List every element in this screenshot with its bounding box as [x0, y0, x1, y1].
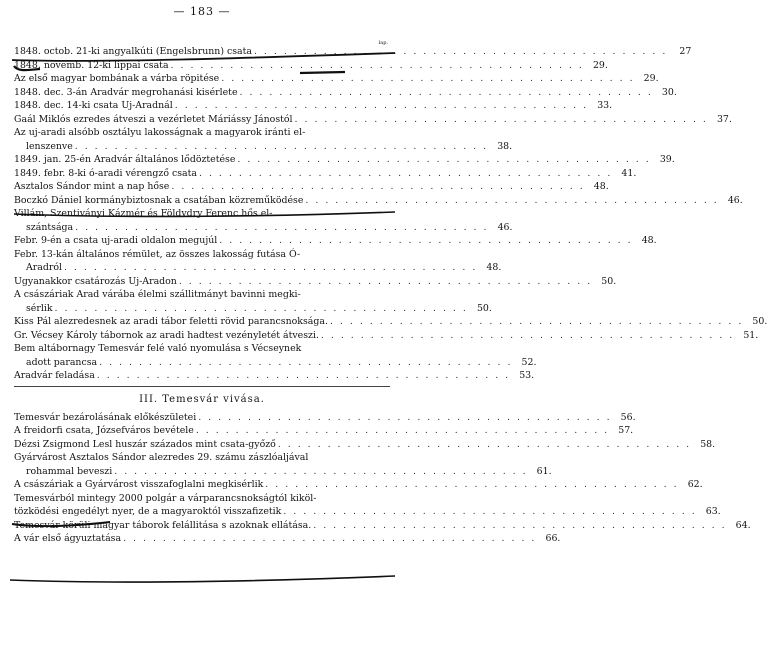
toc-entry-page: 38. [497, 140, 513, 152]
toc-entry [14, 438, 716, 452]
toc-entry-page: 50. [601, 275, 617, 287]
toc-entry-page: 48. [641, 235, 657, 246]
toc-entry [14, 113, 732, 127]
toc-entry-page: 39. [659, 154, 675, 165]
toc-entry-title: Kiss Pál alezredesnek az aradi tábor feletti rövid parancsnoksága. [14, 316, 328, 327]
toc-entry-title: szántsága [26, 221, 74, 233]
toc-entry-page: 53. [519, 370, 535, 381]
toc-entry-title: 1849. febr. 8-ki ó-aradi véreng​ző csata [14, 167, 197, 179]
toc-entry [14, 99, 613, 113]
toc-list-part-ii [14, 45, 767, 383]
toc-entry-page: 50. [752, 316, 767, 327]
dot-leader [114, 465, 527, 479]
toc-entry-page: 41. [621, 167, 637, 179]
toc-entry-page: 66. [545, 533, 561, 544]
toc-entry [14, 59, 608, 73]
section-divider [14, 386, 390, 387]
toc-entry-page: 52. [521, 356, 537, 368]
toc-entry-title: Aradról [26, 262, 62, 273]
toc-entry-title: Villám, Szentiványi Kázmér és Földvdry Ferenc hős el- [14, 208, 273, 219]
toc-entry-title: A freidorfi csata, Józsefváros bevétele [14, 425, 194, 436]
toc-entry-title: Febr. 13-kán általános rémület, az összes lakosság futása Ó- [14, 248, 301, 260]
toc-entry [14, 288, 390, 302]
toc-entry [14, 275, 617, 289]
toc-entry-title: Temesvár bezárolásának előkészületei [14, 411, 197, 423]
toc-entry [14, 207, 390, 221]
toc-entry [14, 140, 513, 154]
dot-leader [295, 113, 708, 127]
toc-entry [14, 72, 659, 86]
table-of-contents [14, 45, 767, 546]
toc-entry [14, 167, 637, 181]
dot-leader [179, 275, 592, 289]
toc-entry-page: 62. [687, 479, 703, 490]
dot-leader [237, 153, 650, 167]
dot-leader [175, 99, 588, 113]
toc-entry [14, 180, 609, 194]
toc-entry [14, 465, 552, 479]
toc-entry-title: Dézsi Zsigmond Lesl huszár százados mint csata-győző [14, 438, 276, 450]
toc-entry-page: 48. [486, 262, 502, 273]
toc-entry-title: sérlik [26, 302, 53, 314]
toc-entry [14, 342, 390, 356]
dot-leader [278, 438, 691, 452]
dot-leader [55, 302, 468, 316]
toc-entry [14, 315, 767, 329]
dot-leader [265, 478, 678, 492]
toc-entry [14, 356, 537, 370]
toc-entry-title: 1848. novemb. 12-ki lippai csata [14, 59, 169, 71]
dot-leader [171, 180, 584, 194]
dot-leader [305, 194, 718, 208]
dot-leader [330, 315, 743, 329]
toc-entry-page: 61. [536, 465, 552, 477]
toc-entry-title: Az uj-aradi alsóbb osztályu lakosságnak a magyarok iránti el- [14, 127, 306, 138]
toc-entry-page: 48. [593, 181, 609, 192]
page-header-number: — 183 — [173, 5, 231, 18]
dot-leader [123, 532, 536, 546]
toc-entry-title: Temesvár körüli magyar táborok felállitása s azoknak ellátása. [14, 519, 312, 531]
toc-list-part-iii [14, 411, 751, 546]
toc-entry-page: 56. [620, 411, 636, 423]
toc-entry [14, 451, 390, 465]
toc-entry-title: Az első magyar bombának a várba röpitése [14, 73, 220, 84]
toc-entry-title: A vár első ágyuztatása [14, 533, 122, 544]
toc-entry-title: Bem altábornagy Temesvár felé való nyomulása s Vécseynek [14, 343, 302, 354]
dot-leader [221, 72, 634, 86]
toc-entry-page: 37. [716, 113, 732, 125]
toc-entry-page: 46. [727, 194, 743, 206]
toc-entry [14, 369, 535, 383]
toc-entry-title: Gaál Miklós ezredes átveszi a vezérletet Máriássy Jánostól [14, 113, 293, 125]
dot-leader [198, 411, 611, 425]
toc-entry-title: Temesvárból mintegy 2000 polgár a várparancsnokságtól kiköl- [14, 492, 317, 504]
toc-entry [14, 126, 390, 140]
toc-entry [14, 86, 677, 100]
dot-leader [99, 356, 512, 370]
dot-leader [196, 424, 609, 438]
dot-leader [75, 221, 488, 235]
toc-entry [14, 492, 390, 506]
toc-entry-title: Gr. Vécsey Károly tábornok az aradi hadtest vezényletét átveszi. [14, 329, 319, 341]
toc-entry-title: 1848. dec. 14-ki csata Uj-Aradnál [14, 100, 173, 111]
toc-entry-page: 50. [476, 302, 492, 314]
toc-entry-title: A császáriak a Gyárvárost visszafoglalni megkisérlik [14, 479, 264, 490]
toc-entry-title: 1848. octob. 21-ki angyalkúti (Engelsbrunn) csata [14, 46, 252, 57]
toc-entry [14, 194, 743, 208]
toc-entry [14, 45, 692, 59]
dot-leader [313, 519, 726, 533]
toc-entry [14, 505, 721, 519]
toc-entry-page: 57. [618, 425, 634, 436]
pen-underline-6 [10, 576, 395, 582]
toc-entry-title: Aradvár feladása [14, 370, 95, 381]
toc-entry-title: adott parancsa [26, 356, 98, 368]
dot-leader [321, 329, 734, 343]
toc-entry-title: 1849. jan. 25-én Aradvár általános lődöztetése [14, 154, 236, 165]
toc-entry-page: 64. [735, 519, 751, 531]
toc-entry [14, 532, 561, 546]
dot-leader [219, 234, 632, 248]
toc-entry-page: 30. [661, 86, 677, 98]
toc-entry-title: Gyárvárost Asztalos Sándor alezredes 29. számu zászlóaljával [14, 452, 309, 463]
toc-entry-title: 1848. dec. 3-án Aradvár megrohanási kisérlete [14, 86, 238, 98]
dot-leader [254, 45, 667, 59]
toc-entry [14, 153, 675, 167]
toc-entry-page: 29. [643, 73, 659, 84]
toc-entry [14, 221, 513, 235]
dot-leader [283, 505, 696, 519]
page-column-label: lap. [378, 40, 388, 46]
toc-entry-title: Asztalos Sándor mint a nap hőse [14, 181, 170, 192]
toc-entry [14, 261, 502, 275]
dot-leader [199, 167, 612, 181]
toc-entry-title: Febr. 9-én a csata uj-aradi oldalon megujúl [14, 235, 218, 246]
toc-entry-title: Ugyanakkor csatározás Uj-Aradon [14, 275, 177, 287]
dot-leader [64, 261, 477, 275]
toc-entry-page: 27 [679, 46, 692, 57]
toc-entry-page: 29. [592, 59, 608, 71]
toc-entry-page: 51. [743, 329, 759, 341]
toc-entry-page: 63. [705, 506, 721, 517]
toc-entry-title: rohammal beveszi [26, 465, 113, 477]
toc-entry-title: lenszenve [26, 140, 73, 152]
dot-leader [97, 369, 510, 383]
dot-leader [75, 140, 488, 154]
toc-entry-title: tözködési engedélyt nyer, de a magyaroktól visszafizetik [14, 506, 282, 517]
toc-entry [14, 248, 390, 262]
section-heading: III. Temesvár vivása. [139, 393, 265, 405]
toc-entry-title: A császáriak Arad várába élelmi szállitmányt bavinni megki- [14, 289, 301, 300]
toc-entry-page: 33. [597, 100, 613, 111]
toc-entry [14, 519, 751, 533]
toc-entry [14, 424, 634, 438]
toc-entry [14, 478, 703, 492]
dot-leader [171, 59, 584, 73]
toc-entry-page: 58. [700, 438, 716, 450]
toc-entry [14, 411, 636, 425]
toc-entry-page: 46. [497, 221, 513, 233]
toc-entry-title: Boczkó Dániel kormánybiztosnak a csatában közreműködése [14, 194, 304, 206]
toc-entry [14, 234, 657, 248]
toc-entry [14, 302, 492, 316]
dot-leader [240, 86, 653, 100]
toc-entry [14, 329, 759, 343]
